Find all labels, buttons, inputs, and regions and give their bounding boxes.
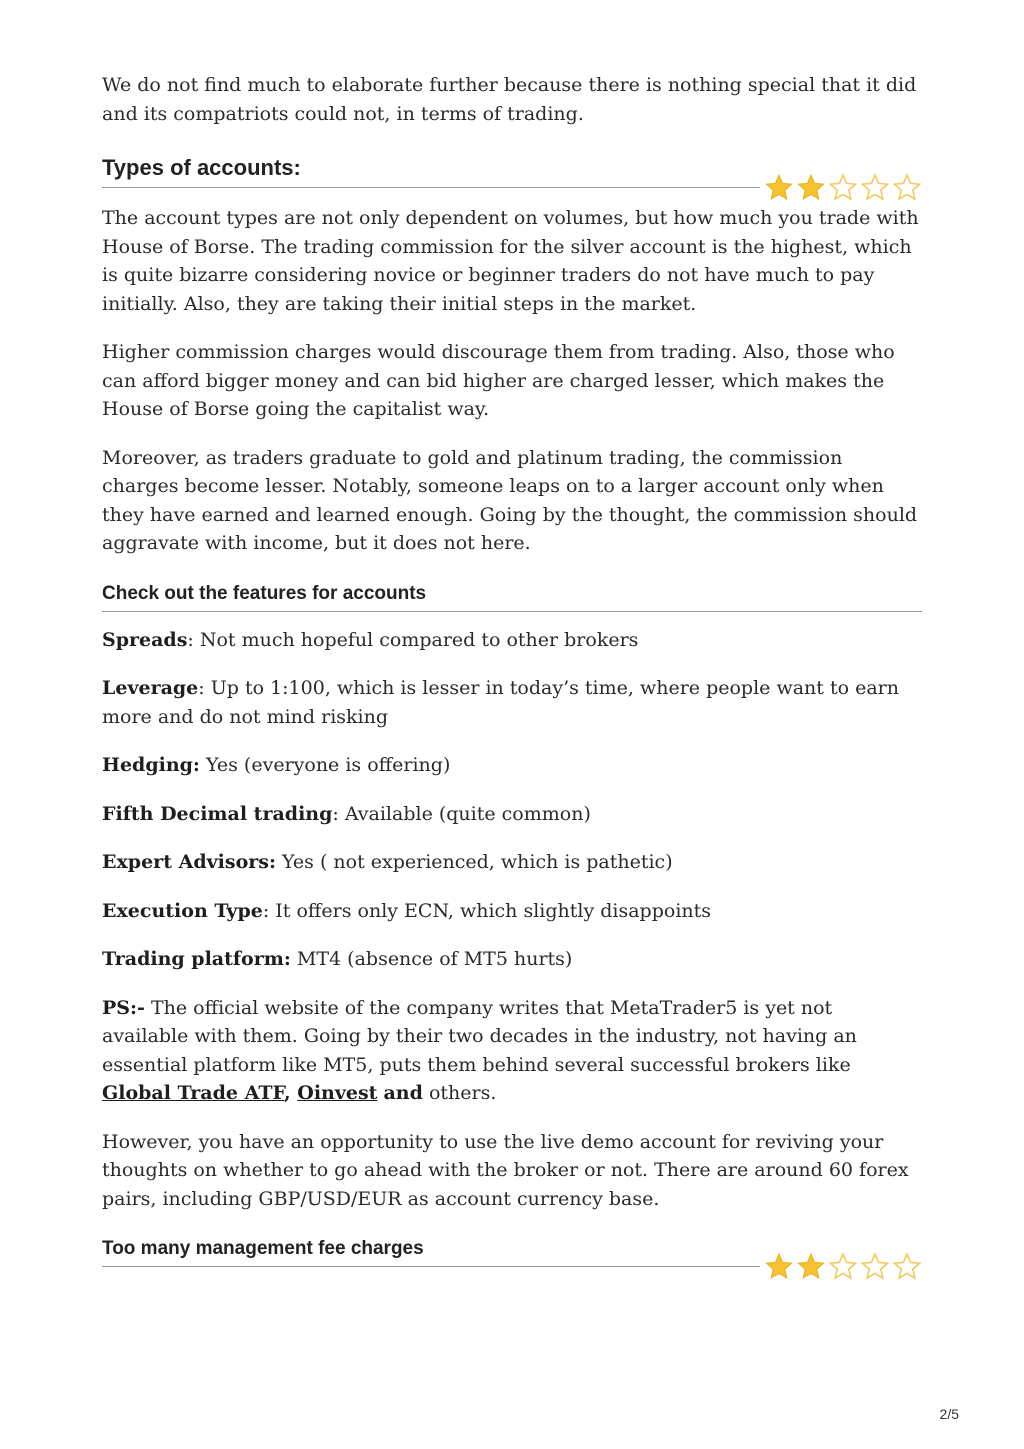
feature-separator: : [187, 628, 200, 651]
feature-text: It offers only ECN, which slightly disappoints [275, 899, 712, 922]
feature-text: Not much hopeful compared to other brokers [199, 628, 639, 651]
accounts-paragraph-2: Higher commission charges would discourage them from trading. Also, those who can afford bigger money and can bid higher are charged lesser, which makes the House of Borse going the capitalist way. [102, 341, 895, 420]
feature-label: Trading platform: [102, 948, 291, 970]
feature-text: Yes ( not experienced, which is pathetic) [282, 851, 673, 873]
feature-label: Hedging: [102, 754, 200, 776]
ps-label: PS:- [102, 996, 145, 1019]
features-list [102, 626, 922, 974]
star-empty-icon [828, 1252, 858, 1280]
feature-item [102, 800, 922, 829]
star-filled-icon [796, 1252, 826, 1280]
feature-separator: : [198, 677, 211, 699]
star-filled-icon [764, 1252, 794, 1280]
section-divider [102, 611, 922, 612]
accounts-paragraph-3: Moreover, as traders graduate to gold and platinum trading, the commission charges become lesser. Notably, someone leaps on to a larger account only when they have earned and learned enough. Going by the thought, the commission should aggravate with income, but it does not here. [102, 446, 918, 554]
feature-label: Spreads [102, 628, 188, 651]
star-filled-icon [796, 173, 826, 201]
section-divider [102, 187, 922, 188]
rating-stars [760, 1252, 922, 1280]
feature-text: Up to 1:100, which is lesser in today’s time, where people want to earn more and do not mind risking [102, 677, 899, 728]
feature-item [102, 945, 922, 974]
section-heading-features: Check out the features for accounts [102, 582, 427, 604]
feature-text: Yes (everyone is offering) [206, 754, 451, 776]
document-page [102, 71, 922, 1283]
section-heading-management-fees: Too many management fee charges [102, 1238, 424, 1259]
star-empty-icon [892, 1252, 922, 1280]
feature-item [102, 674, 922, 731]
ps-tail: others. [422, 1082, 497, 1104]
divider-line [102, 611, 922, 612]
star-empty-icon [828, 173, 858, 201]
feature-separator: : [332, 802, 345, 825]
feature-label: Expert Advisors: [102, 851, 276, 873]
rating-stars [760, 173, 922, 201]
feature-text: MT4 (absence of MT5 hurts) [296, 948, 573, 970]
link-global-trade-atf[interactable]: Global Trade ATF [102, 1082, 285, 1104]
ps-comma: , [284, 1082, 298, 1104]
feature-item [102, 751, 922, 780]
feature-item [102, 848, 922, 877]
accounts-paragraph-1: The account types are not only dependent on volumes, but how much you trade with House of Borse. The trading commission for the silver account is the highest, which is quite bizarre considering novice or beginner traders do not have much to pay initially. Also, they are taking their initial steps in the market. [102, 207, 919, 315]
ps-text: The official website of the company writes that MetaTrader5 is yet not available with them. Going by their two decades in the industry, not having an essential platform like MT5, puts them behind several successful brokers like [102, 996, 857, 1076]
intro-paragraph: We do not find much to elaborate further because there is nothing special that it did and its compatriots could not, in terms of trading. [102, 74, 917, 125]
page-number: 2/5 [939, 1406, 959, 1422]
section-divider [102, 1266, 922, 1267]
feature-label: Leverage [102, 677, 199, 699]
feature-separator: : [262, 899, 276, 922]
link-oinvest[interactable]: Oinvest [297, 1082, 378, 1104]
feature-label: Fifth Decimal trading [102, 802, 333, 825]
section-heading-types-of-accounts: Types of accounts: [102, 155, 301, 180]
star-empty-icon [860, 173, 890, 201]
star-empty-icon [892, 173, 922, 201]
feature-text: Available (quite common) [344, 802, 591, 825]
ps-paragraph [102, 994, 922, 1108]
feature-item [102, 897, 922, 926]
demo-paragraph: However, you have an opportunity to use the live demo account for reviving your thoughts on whether to go ahead with the broker or not. There are around 60 forex pairs, including GBP/USD/EUR as account currency base. [102, 1130, 909, 1210]
star-filled-icon [764, 173, 794, 201]
ps-and: and [383, 1082, 423, 1104]
star-empty-icon [860, 1252, 890, 1280]
feature-item [102, 626, 922, 655]
feature-label: Execution Type [102, 899, 263, 922]
